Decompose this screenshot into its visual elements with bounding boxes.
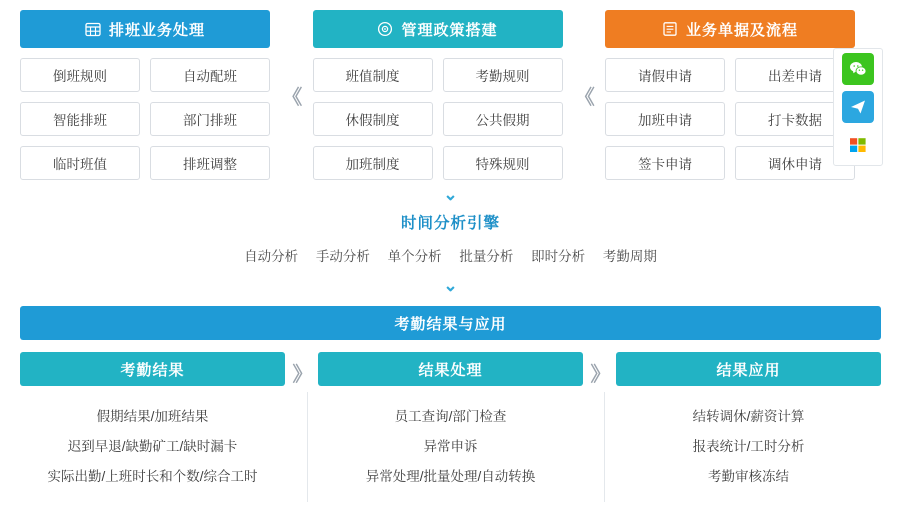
module-header-policy	[313, 10, 563, 48]
module-cell[interactable]: 请假申请	[605, 58, 725, 92]
result-list-results	[20, 402, 285, 492]
result-line: 考勤审核冻结	[708, 469, 789, 484]
engine-item[interactable]: 单个分析	[387, 249, 442, 264]
engine-item[interactable]: 手动分析	[315, 249, 370, 264]
module-cell[interactable]: 自动配班	[150, 58, 270, 92]
result-header-results: 考勤结果	[20, 352, 285, 386]
wechat-icon[interactable]	[842, 53, 874, 85]
analysis-engine-section	[0, 186, 901, 294]
module-header-documents	[605, 10, 855, 48]
module-column-scheduling	[20, 10, 270, 180]
module-cell[interactable]: 排班调整	[150, 146, 270, 180]
module-column-documents	[605, 10, 855, 180]
engine-item[interactable]: 即时分析	[531, 249, 586, 264]
result-line: 假期结果/加班结果	[96, 409, 209, 424]
results-columns-row	[20, 352, 881, 492]
result-column-results	[20, 352, 285, 492]
flow-arrow-right-icon: 》	[590, 364, 609, 386]
engine-item[interactable]: 考勤周期	[602, 249, 657, 264]
module-title: 业务单据及流程	[685, 21, 798, 39]
module-cell[interactable]: 临时班值	[20, 146, 140, 180]
results-banner: 考勤结果与应用	[20, 306, 881, 340]
result-column-processing	[318, 352, 583, 492]
engine-title: 时间分析引擎	[400, 215, 500, 232]
module-cell[interactable]: 公共假期	[443, 102, 563, 136]
channel-icon-stack	[833, 48, 883, 166]
module-cell[interactable]: 签卡申请	[605, 146, 725, 180]
flow-arrow-right-icon: 》	[292, 364, 311, 386]
result-line: 报表统计/工时分析	[692, 439, 805, 454]
module-cell[interactable]: 打卡数据	[735, 102, 855, 136]
result-header-application: 结果应用	[616, 352, 881, 386]
engine-item[interactable]: 自动分析	[244, 249, 299, 264]
result-column-application	[616, 352, 881, 492]
result-header-processing: 结果处理	[318, 352, 583, 386]
chevron-down-icon: ⌄	[443, 276, 458, 295]
module-cell[interactable]: 部门排班	[150, 102, 270, 136]
module-cell[interactable]: 班值制度	[313, 58, 433, 92]
module-title: 排班业务处理	[108, 21, 205, 39]
flow-arrow-left-icon: 《	[574, 86, 593, 109]
result-list-application	[616, 402, 881, 492]
module-cell[interactable]: 出差申请	[735, 58, 855, 92]
result-line: 迟到早退/缺勤矿工/缺时漏卡	[67, 439, 238, 454]
module-cell[interactable]: 加班制度	[313, 146, 433, 180]
windows-icon[interactable]	[842, 129, 874, 161]
target-icon	[377, 21, 393, 37]
calendar-icon	[85, 21, 101, 37]
module-cells-scheduling	[20, 58, 270, 180]
module-cell[interactable]: 考勤规则	[443, 58, 563, 92]
chevron-down-icon: ⌄	[443, 185, 458, 204]
paper-plane-icon[interactable]	[842, 91, 874, 123]
result-line: 实际出勤/上班时长和个数/综合工时	[47, 469, 258, 484]
module-cell[interactable]: 特殊规则	[443, 146, 563, 180]
result-line: 员工查询/部门检查	[394, 409, 507, 424]
module-cells-policy	[313, 58, 563, 180]
result-line: 异常处理/批量处理/自动转换	[365, 469, 536, 484]
engine-item-list	[0, 245, 901, 265]
column-divider	[604, 392, 605, 502]
module-cell[interactable]: 加班申请	[605, 102, 725, 136]
module-header-scheduling	[20, 10, 270, 48]
flow-arrow-left-icon: 《	[282, 86, 301, 109]
column-divider	[307, 392, 308, 502]
engine-item[interactable]: 批量分析	[459, 249, 514, 264]
top-modules-row	[20, 10, 881, 180]
module-cell[interactable]: 休假制度	[313, 102, 433, 136]
result-line: 异常申诉	[423, 439, 478, 454]
result-line: 结转调休/薪资计算	[692, 409, 805, 424]
module-column-policy	[313, 10, 563, 180]
module-title: 管理政策搭建	[401, 21, 498, 39]
document-icon	[662, 21, 678, 37]
module-cell[interactable]: 调休申请	[735, 146, 855, 180]
module-cell[interactable]: 倒班规则	[20, 58, 140, 92]
module-cell[interactable]: 智能排班	[20, 102, 140, 136]
result-list-processing	[318, 402, 583, 492]
module-cells-documents	[605, 58, 855, 180]
